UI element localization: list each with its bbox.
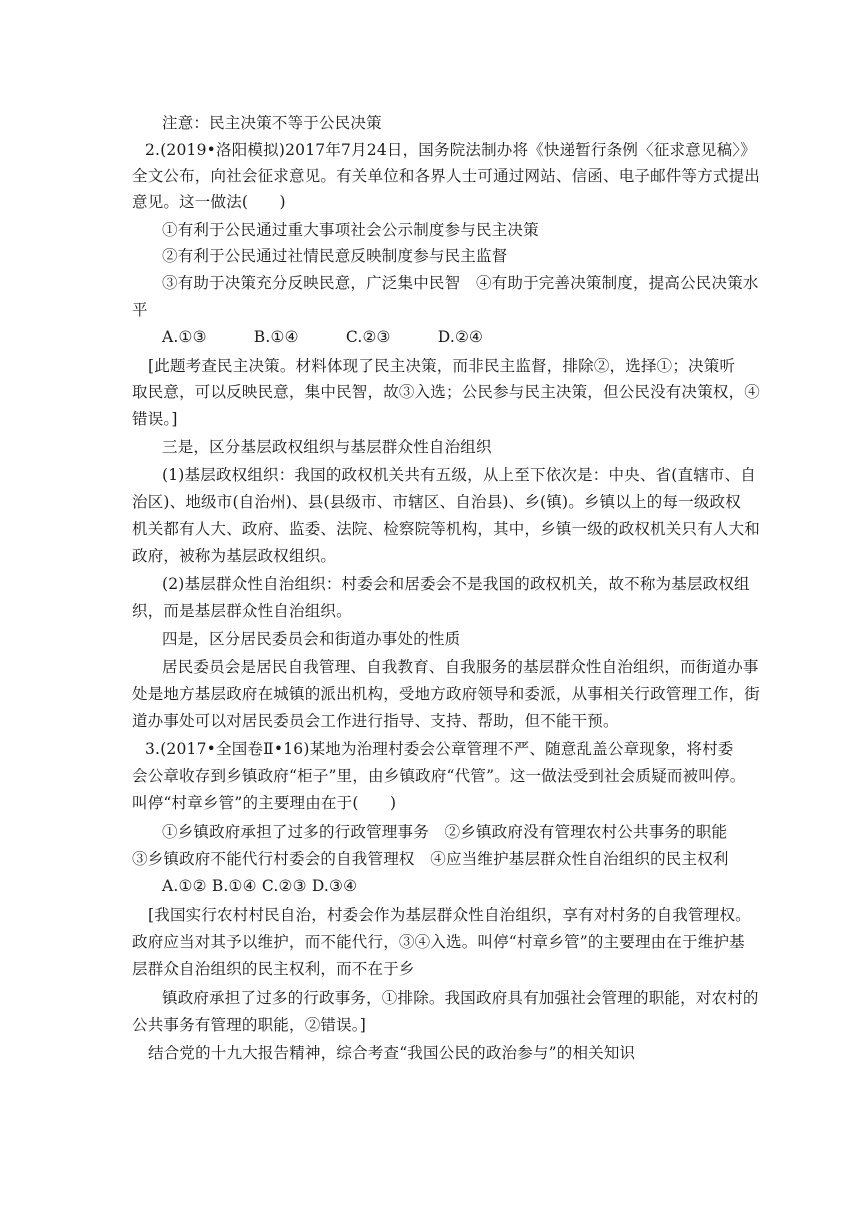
- question-3-choices: A.①② B.①④ C.②③ D.③④: [162, 877, 358, 895]
- question-2-stem-line-3: 意见。这一做法( ): [132, 193, 286, 211]
- question-2-answer-line-3: 错误。]: [132, 410, 178, 428]
- question-3-stem-line-2: 会公章收存到乡镇政府“柜子”里，由乡镇政府“代管”。这一做法受到社会质疑而被叫停。: [132, 767, 746, 785]
- question-2-option-2: ②有利于公民通过社情民意反映制度参与民主监督: [162, 247, 508, 265]
- note-line: 注意：民主决策不等于公民决策: [162, 114, 382, 132]
- question-2-stem-line-2: 全文公布，向社会征求意见。有关单位和各界人士可通过网站、信函、电子邮件等方式提出: [132, 167, 761, 185]
- question-2-options-3-4-cont: 平: [132, 301, 148, 319]
- question-3-answer-line-4: 镇政府承担了过多的行政事务，①排除。我国政府具有加强社会管理的职能，对农村的: [162, 989, 759, 1007]
- question-3-options-1-2: ①乡镇政府承担了过多的行政管理事务 ②乡镇政府没有管理农村公共事务的职能: [162, 823, 728, 841]
- section-3-para-2-line-2: 织，而是基层群众性自治组织。: [132, 602, 352, 620]
- section-3-para-2-line-1: (2)基层群众性自治组织：村委会和居委会不是我国的政权机关，故不称为基层政权组: [162, 575, 750, 593]
- section-3-heading: 三是，区分基层政权组织与基层群众性自治组织: [162, 438, 492, 456]
- section-3-para-1-line-2: 治区)、地级市(自治州)、县(县级市、市辖区、自治县)、乡(镇)。乡镇以上的每一级政权: [132, 493, 741, 511]
- section-4-para-line-2: 处是地方基层政府在城镇的派出机构，受地方政府领导和委派，从事相关行政管理工作，街: [132, 685, 761, 703]
- section-4-heading: 四是，区分居民委员会和街道办事处的性质: [162, 630, 461, 648]
- closing-note: 结合党的十九大报告精神，综合考查“我国公民的政治参与”的相关知识: [148, 1044, 636, 1062]
- section-4-para-line-1: 居民委员会是居民自我管理、自我教育、自我服务的基层群众性自治组织，而街道办事: [162, 658, 759, 676]
- question-3-stem-line-1: 3.(2017•全国卷Ⅱ•16)某地为治理村委会公章管理不严、随意乱盖公章现象，将村委: [145, 740, 734, 758]
- question-3-answer-line-3: 层群众自治组织的民主权利，而不在于乡: [132, 960, 415, 978]
- question-2-stem-line-1: 2.(2019•洛阳模拟)2017年7月24日，国务院法制办将《快递暂行条例〈征求意见稿〉》: [145, 141, 756, 159]
- question-2-choices: A.①③ B.①④ C.②③ D.②④: [162, 328, 484, 346]
- section-4-para-line-3: 道办事处可以对居民委员会工作进行指导、支持、帮助，但不能干预。: [132, 712, 619, 730]
- section-3-para-1-line-4: 政府，被称为基层政权组织。: [132, 547, 337, 565]
- section-3-para-1-line-1: (1)基层政权组织：我国的政权机关共有五级，从上至下依次是：中央、省(直辖市、自: [162, 466, 757, 484]
- question-2-option-1: ①有利于公民通过重大事项社会公示制度参与民主决策: [162, 221, 539, 239]
- question-2-answer-line-1: [此题考查民主决策。材料体现了民主决策，而非民主监督，排除②，选择①；决策听: [148, 357, 736, 375]
- question-3-answer-line-1: [我国实行农村村民自治，村委会作为基层群众性自治组织，享有对村务的自我管理权。: [148, 906, 751, 924]
- question-3-options-3-4: ③乡镇政府不能代行村委会的自我管理权 ④应当维护基层群众性自治组织的民主权利: [132, 850, 729, 868]
- question-2-options-3-4: ③有助于决策充分反映民意，广泛集中民智 ④有助于完善决策制度，提高公民决策水: [162, 274, 759, 292]
- section-3-para-1-line-3: 机关都有人大、政府、监委、法院、检察院等机构，其中，乡镇一级的政权机关只有人大和: [132, 520, 761, 538]
- question-2-answer-line-2: 取民意，可以反映民意，集中民智，故③入选；公民参与民主决策，但公民没有决策权，④: [132, 383, 761, 401]
- question-3-stem-line-3: 叫停“村章乡管”的主要理由在于( ): [132, 794, 397, 812]
- question-3-answer-line-5: 公共事务有管理的职能，②错误。]: [132, 1016, 366, 1034]
- question-3-answer-line-2: 政府应当对其予以维护，而不能代行，③④入选。叫停“村章乡管”的主要理由在于维护基: [132, 933, 745, 951]
